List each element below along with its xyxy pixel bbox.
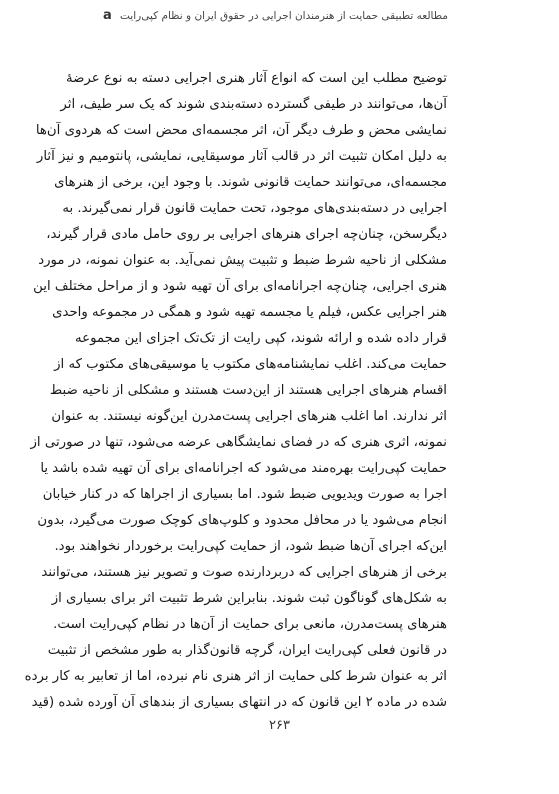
text-line: شده در ماده ۲ این قانون که در انتهای بسیاری از بندهای آن آورده شده (قید	[31, 695, 447, 710]
text-line: حمایت می‌کند. اغلب نمایشنامه‌های مکتوب یا موسیقی‌های مکتوب که از	[54, 357, 447, 372]
text-line: در قانون فعلی کپی‌رایت ایران، گرچه قانون‌گذار به طور مشخص از تثبیت	[47, 643, 447, 658]
text-line: به دلیل امکان تثبیت اثر در قالب آثار موسیقایی، نمایشی، پانتومیم و نیز آثار	[36, 149, 447, 164]
header-page-number: a	[103, 8, 112, 23]
text-line: این‌که اجرای آن‌ها ضبط شود، از حمایت کپی‌رایت برخوردار نخواهند بود.	[54, 539, 447, 554]
text-line: هنر اجرایی عکس، فیلم یا مجسمه تهیه شود و همگی در مجموعه واحدی	[52, 305, 447, 320]
text-line: اجرایی در دسته‌بندی‌های موجود، تحت حمایت قانون قرار نمی‌گیرند. به	[62, 201, 447, 216]
text-line: اثر ندارند. اما اغلب هنرهای اجرایی پست‌مدرن این‌گونه نیستند. به عنوان	[51, 409, 447, 424]
text-line: توضیح مطلب این است که انواع آثار هنری اجرایی دسته به نوع عرضهٔ	[65, 71, 447, 86]
text-line: به شکل‌های گوناگون ثبت شوند. بنابراین شرط تثبیت اثر برای بسیاری از	[51, 591, 447, 606]
text-line: برخی از هنرهای اجرایی که دربردارنده صوت و تصویر نیز هستند، می‌توانند	[41, 565, 447, 580]
paragraph-end-line: هنرهای پست‌مدرن، مانعی برای حمایت از آن‌ها در نظام کپی‌رایت است.	[53, 617, 447, 632]
text-line: انجام می‌شود یا در محافل محدود و کلوپ‌های کوچک صورت می‌گیرد، بدون	[37, 513, 447, 528]
text-line: مشکلی از ناحیه شرط ضبط و تثبیت پیش نمی‌آید. به عنوان نمونه، در مورد	[38, 253, 447, 268]
text-line: قرار داده شده و ارائه شوند، کپی رایت از تک‌تک اجزای این مجموعه	[75, 331, 447, 346]
body-text	[24, 66, 447, 716]
text-line: اقسام هنرهای اجرایی هستند از این‌دست هستند و مشکلی از ناحیه ضبط	[49, 383, 447, 398]
text-line: دیگرسخن، چنان‌چه اجرای هنرهای اجرایی بر روی حامل مادی قرار گیرند،	[46, 227, 447, 242]
text-line: آن‌ها، می‌توانند در طیفی گسترده دسته‌بندی شوند که یک سر طیف، اثر	[60, 97, 447, 112]
text-line: هنری اجرایی، چنان‌چه اجرانامه‌ای برای آن تهیه شود و از مراحل مختلف این	[33, 279, 447, 294]
text-line: نمونه، اثری هنری که در فضای نمایشگاهی عرضه می‌شود، تنها در صورتی از	[30, 435, 447, 450]
text-line: حمایت کپی‌رایت بهره‌مند می‌شود که اجرانامه‌ای برای آن تهیه شده باشد یا	[40, 461, 447, 476]
text-line: اثر به عنوان شرط کلی حمایت از اثر هنری نام نبرده، اما از تعابیر به کار برده	[24, 669, 447, 684]
text-line: مجسمه‌ای، می‌توانند حمایت قانونی شوند. با وجود این، برخی از هنرهای	[54, 175, 447, 190]
running-head-title: مطالعه تطبیقی حمایت از هنرمندان اجرایی در حقوق ایران و نظام کپی‌رایت	[119, 10, 448, 22]
text-line: نمایشی محض و طرف دیگر آن، اثر مجسمه‌ای محض است که هردوی آن‌ها	[35, 123, 447, 138]
footer-page-number: ۲۶۳	[269, 718, 290, 733]
text-line: اجرا به صورت ویدیویی ضبط شود. اما بسیاری از اجراها که در کنار خیابان	[42, 487, 447, 502]
